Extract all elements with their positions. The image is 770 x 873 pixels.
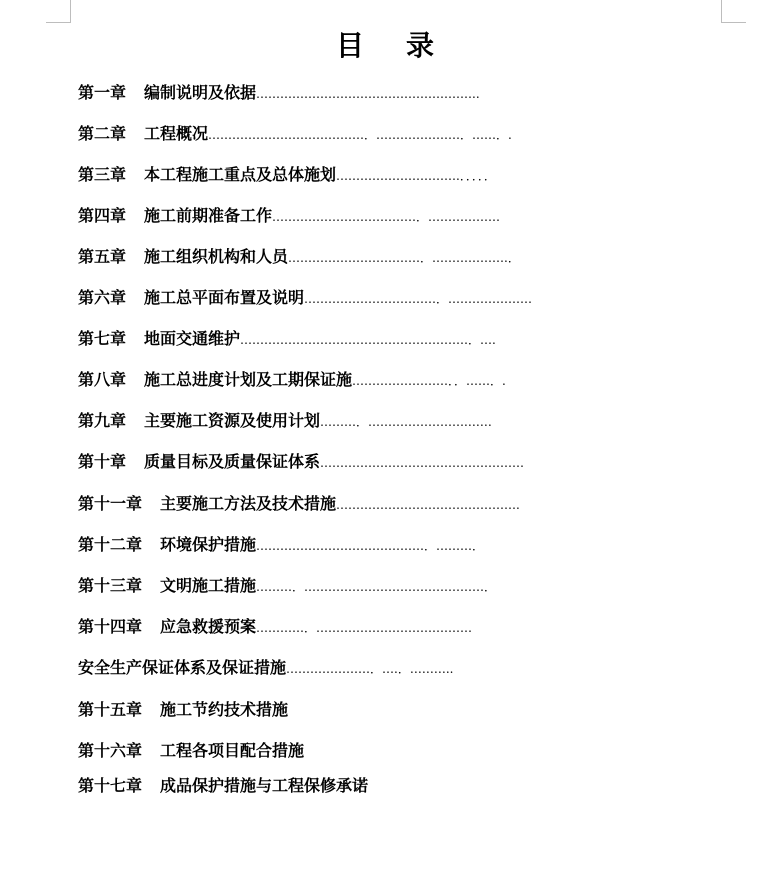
toc-entry[interactable] — [78, 328, 496, 350]
toc-chapter-number: 第八章 — [78, 370, 127, 389]
toc-chapter-number: 第十七章 — [78, 776, 143, 795]
toc-entry[interactable] — [78, 246, 520, 268]
toc-entry[interactable] — [78, 775, 368, 797]
toc-chapter-number: 第七章 — [78, 329, 127, 348]
toc-dot-leader: ……………………………………．………． — [256, 539, 485, 553]
toc-dot-leader: ……………………………………………….. — [256, 87, 480, 101]
document-title: 目录 — [335, 29, 476, 62]
toc-entry[interactable] — [78, 493, 520, 515]
toc-chapter-number: 第五章 — [78, 247, 127, 266]
toc-entry[interactable] — [78, 740, 304, 762]
toc-chapter-title: 应急救援预案 — [160, 617, 257, 636]
toc-chapter-title: 施工总进度计划及工期保证施 — [144, 370, 353, 389]
toc-entry[interactable] — [78, 123, 512, 145]
toc-dot-leader: ……………………．．……．. — [352, 374, 506, 388]
toc-dot-leader: ………………………………．……………… — [272, 210, 501, 224]
toc-entry[interactable] — [78, 451, 524, 473]
toc-chapter-number: 第十三章 — [78, 576, 143, 595]
toc-dot-leader: …………．………………………………… — [256, 621, 473, 635]
toc-chapter-title: 质量目标及质量保证体系 — [144, 452, 321, 471]
toc-chapter-number: 第一章 — [78, 83, 127, 102]
page-corner-mark-left — [46, 0, 71, 23]
toc-dot-leader: ………………………….．．．．． — [336, 169, 496, 183]
toc-dot-leader: …………………………………．…………………．……．. — [208, 128, 512, 142]
toc-section-title: 安全生产保证体系及保证措施 — [78, 658, 287, 677]
toc-entry[interactable] — [78, 205, 500, 227]
toc-entry[interactable] — [78, 287, 532, 309]
toc-chapter-title: 施工总平面布置及说明 — [144, 288, 305, 307]
toc-entry[interactable] — [78, 616, 472, 638]
page-corner-mark-right — [721, 0, 746, 23]
toc-entry[interactable] — [78, 164, 496, 186]
toc-dot-leader: ………………………………………. — [336, 498, 520, 512]
toc-chapter-title: 施工组织机构和人员 — [144, 247, 289, 266]
toc-entry[interactable] — [78, 369, 506, 391]
toc-chapter-number: 第十一章 — [78, 494, 143, 513]
toc-dot-leader: ………．………………………………………． — [256, 580, 497, 594]
toc-chapter-title: 施工节约技术措施 — [160, 700, 289, 719]
toc-chapter-number: 第六章 — [78, 288, 127, 307]
toc-chapter-title: 工程概况 — [144, 124, 209, 143]
toc-dot-leader: ……………………………．………………… — [304, 292, 533, 306]
toc-dot-leader: ………．…………………….…… — [320, 415, 492, 429]
toc-chapter-number: 第十六章 — [78, 741, 143, 760]
toc-chapter-title: 主要施工方法及技术措施 — [160, 494, 337, 513]
toc-chapter-number: 第二章 — [78, 124, 127, 143]
toc-entry[interactable] — [78, 657, 453, 679]
toc-entry[interactable] — [78, 534, 484, 556]
toc-dot-leader: …………………………………………………．…. — [240, 333, 496, 347]
toc-dot-leader: ……………………………．……………….． — [288, 251, 520, 265]
toc-entry[interactable] — [78, 410, 492, 432]
toc-dot-leader: …………………………………………… — [320, 456, 525, 470]
toc-chapter-number: 第十四章 — [78, 617, 143, 636]
toc-entry[interactable] — [78, 82, 480, 104]
toc-chapter-number: 第四章 — [78, 206, 127, 225]
toc-chapter-title: 主要施工资源及使用计划 — [144, 411, 321, 430]
toc-entry[interactable] — [78, 575, 496, 597]
toc-chapter-number: 第十五章 — [78, 700, 143, 719]
toc-chapter-title: 工程各项目配合措施 — [160, 741, 305, 760]
toc-chapter-number: 第十章 — [78, 452, 127, 471]
toc-chapter-title: 文明施工措施 — [160, 576, 257, 595]
toc-chapter-number: 第十二章 — [78, 535, 143, 554]
toc-chapter-title: 地面交通维护 — [144, 329, 241, 348]
toc-chapter-number: 第三章 — [78, 165, 127, 184]
toc-chapter-title: 编制说明及依据 — [144, 83, 257, 102]
toc-entry[interactable] — [78, 699, 288, 721]
toc-chapter-title: 环境保护措施 — [160, 535, 257, 554]
toc-chapter-title: 施工前期准备工作 — [144, 206, 273, 225]
toc-chapter-number: 第九章 — [78, 411, 127, 430]
toc-dot-leader: …………………．….．……….. — [286, 662, 454, 676]
toc-chapter-title: 成品保护措施与工程保修承诺 — [160, 776, 369, 795]
toc-chapter-title: 本工程施工重点及总体施划 — [144, 165, 337, 184]
